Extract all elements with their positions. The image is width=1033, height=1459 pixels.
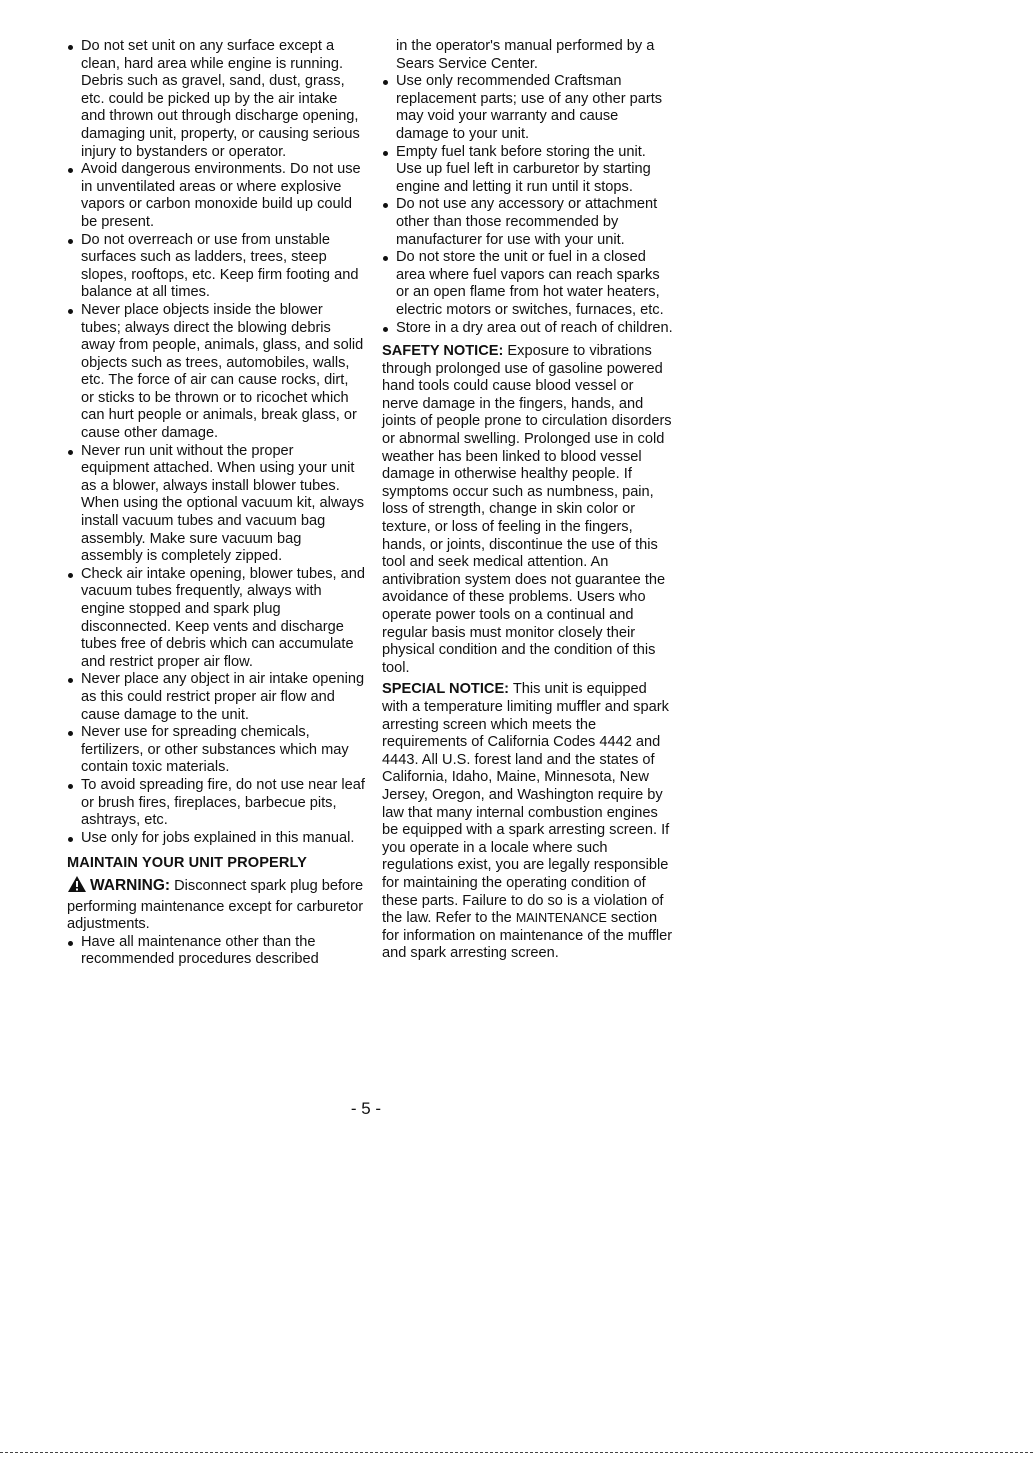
section-heading: MAINTAIN YOUR UNIT PROPERLY [67,855,308,872]
safety-notice [382,343,674,677]
continued-text: in the operator's manual performed by a Sears Service Center. [396,38,655,72]
special-notice-tail: section for information on maintenance of the muffler and spark arresting screen. [382,910,673,962]
bottom-divider [0,1452,1033,1453]
list-item: Never run unit without the proper equipment attached. When using your unit as a blower, always install blower tubes. When using the optional vacuum kit, always install vacuum tubes and vacuum bag assembly. Make sure vacuum bag assembly is completely zipped. [67,443,365,566]
list-item: Empty fuel tank before storing the unit. Use up fuel left in carburetor by starting engine and letting it run until it stops. [382,144,674,197]
special-notice-label: SPECIAL NOTICE: [382,681,510,698]
list-item: Do not use any accessory or attachment other than those recommended by manufacturer for use with your unit. [382,196,674,249]
warning-text: Disconnect spark plug before performing maintenance except for carburetor adjustments. [67,877,364,933]
special-notice-text: This unit is equipped with a temperature limiting muffler and spark arresting screen which meets the requirements of California Codes 4442 and 4443. All U.S. forest land and the states of California, Idaho, Maine, Minnesota, New Jersey, Oregon, and Washington require by law that many internal combustion engines be equipped with a spark arresting screen. If you operate in a locale where such regulations exist, you are legally responsible for maintaining the operating condition of these parts. Failure to do so is a violation of the law. Refer to the [382,681,670,927]
list-item: Store in a dry area out of reach of children. [382,320,674,338]
list-item: Use only for jobs explained in this manual. [67,830,365,848]
list-item: Avoid dangerous environments. Do not use in unventilated areas or where explosive vapors or carbon monoxide build up could be present. [67,161,365,231]
safety-notice-text: Exposure to vibrations through prolonged use of gasoline powered hand tools could cause blood vessel or nerve damage in the fingers, hands, and joints of people prone to circulation disorders or abnormal swelling. Prolonged use in cold weather has been linked to blood vessel damage in otherwise healthy people. If symptoms occur such as numbness, pain, loss of strength, change in skin color or texture, or loss of feeling in the fingers, hands, or joints, discontinue the use of this tool and seek medical attention. An antivibration system does not guarantee the avoidance of these problems. Users who operate power tools on a continual and regular basis must monitor closely their physical condition and the condition of this tool. [382,343,672,676]
safety-notice-label: SAFETY NOTICE: [382,343,504,360]
list-item: Do not overreach or use from unstable surfaces such as ladders, trees, steep slopes, rooftops, etc. Keep firm footing and balance at all times. [67,232,365,302]
special-notice [382,681,674,963]
list-item: Never place any object in air intake opening as this could restrict proper air flow and cause damage to the unit. [67,671,365,724]
list-item: Never use for spreading chemicals, fertilizers, or other substances which may contain toxic materials. [67,724,365,777]
left-column [67,38,365,969]
list-item: Have all maintenance other than the recommended procedures described [67,934,365,969]
list-item: Check air intake opening, blower tubes, and vacuum tubes frequently, always with engine stopped and spark plug disconnected. Keep vents and discharge tubes free of debris which can accumulate and restrict proper air flow. [67,566,365,672]
storage-bullet-list [382,73,674,337]
maintenance-bullet-list [67,934,365,969]
list-item: Use only recommended Craftsman replacement parts; use of any other parts may void your warranty and cause damage to your unit. [382,73,674,143]
page-number: - 5 - [350,1099,382,1118]
maintenance-reference: MAINTENANCE [515,911,607,926]
right-column [382,38,674,963]
list-item: Do not set unit on any surface except a clean, hard area while engine is running. Debris such as gravel, sand, dust, grass, etc. could be picked up by the air intake and thrown out through discharge opening, damaging unit, property, or causing serious injury to bystanders or operator. [67,38,365,161]
list-item: To avoid spreading fire, do not use near leaf or brush fires, fireplaces, barbecue pits, ashtrays, etc. [67,777,365,830]
list-item: Never place objects inside the blower tubes; always direct the blowing debris away from people, animals, glass, and solid objects such as trees, automobiles, walls, etc. The force of air can cause rocks, dirt, or sticks to be thrown or to ricochet which can hurt people or animals, break glass, or cause other damage. [67,302,365,443]
list-item: Do not store the unit or fuel in a closed area where fuel vapors can reach sparks or an open flame from hot water heaters, electric motors or switches, furnaces, etc. [382,249,674,319]
safety-bullet-list [67,38,365,847]
warning-triangle-icon [67,875,87,899]
warning-paragraph [67,875,365,934]
warning-label: WARNING: [90,876,171,894]
